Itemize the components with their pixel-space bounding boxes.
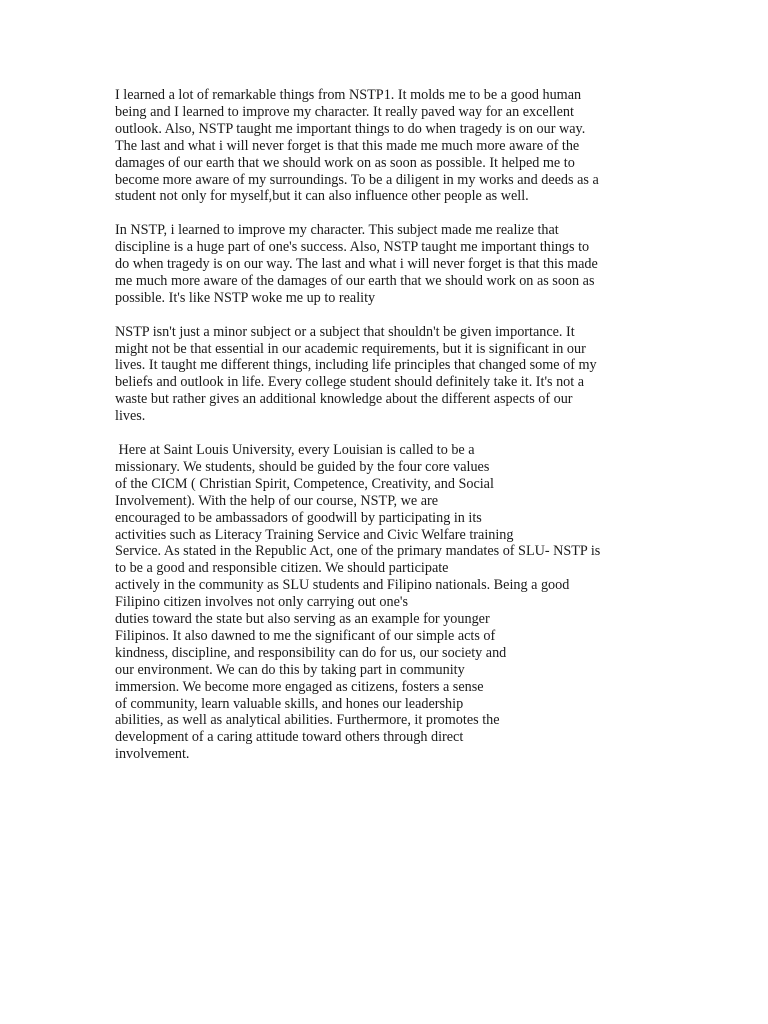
paragraph-1	[115, 87, 655, 205]
text-line: do when tragedy is on our way. The last and what i will never forget is that this made	[115, 256, 598, 273]
text-line: possible. It's like NSTP woke me up to reality	[115, 289, 376, 306]
text-line: outlook. Also, NSTP taught me important things to do when tragedy is on our way.	[115, 120, 586, 137]
text-line: waste but rather gives an additional knowledge about the different aspects of our	[115, 391, 573, 408]
text-line: actively in the community as SLU students and Filipino nationals. Being a good	[115, 577, 570, 594]
text-line: In NSTP, i learned to improve my character. This subject made me realize that	[115, 222, 559, 239]
text-line: kindness, discipline, and responsibility can do for us, our society and	[115, 644, 507, 661]
text-line: me much more aware of the damages of our earth that we should work on as soon as	[115, 272, 595, 289]
document-page	[115, 87, 655, 763]
paragraph-2	[115, 222, 655, 307]
text-line: I learned a lot of remarkable things from NSTP1. It molds me to be a good human	[115, 87, 582, 103]
text-line: encouraged to be ambassadors of goodwill by participating in its	[115, 509, 482, 526]
text-line: to be a good and responsible citizen. We should participate	[115, 560, 449, 577]
paragraph-4	[115, 442, 655, 763]
text-line: Involvement). With the help of our course, NSTP, we are	[115, 492, 439, 509]
text-line: NSTP isn't just a minor subject or a subject that shouldn't be given importance. It	[115, 323, 575, 340]
text-line: lives. It taught me different things, including life principles that changed some of my	[115, 357, 597, 374]
text-line: being and I learned to improve my character. It really paved way for an excellent	[115, 103, 574, 120]
text-line: lives.	[115, 408, 146, 425]
text-line: student not only for myself,but it can also influence other people as well.	[115, 188, 529, 205]
text-line: Filipinos. It also dawned to me the significant of our simple acts of	[115, 627, 496, 644]
text-line: duties toward the state but also serving as an example for younger	[115, 611, 490, 628]
text-line: Filipino citizen involves not only carrying out one's	[115, 594, 408, 611]
paragraph-3	[115, 324, 655, 425]
text-line: abilities, as well as analytical abilities. Furthermore, it promotes the	[115, 712, 500, 729]
text-line: Here at Saint Louis University, every Louisian is called to be a	[115, 441, 475, 458]
text-line: of the CICM ( Christian Spirit, Competence, Creativity, and Social	[115, 475, 494, 492]
text-line: development of a caring attitude toward others through direct	[115, 729, 464, 746]
text-line: involvement.	[115, 746, 190, 763]
text-line: of community, learn valuable skills, and hones our leadership	[115, 695, 464, 712]
text-line: missionary. We students, should be guided by the four core values	[115, 458, 490, 475]
text-line: damages of our earth that we should work on as soon as possible. It helped me to	[115, 154, 575, 171]
text-line: discipline is a huge part of one's success. Also, NSTP taught me important things to	[115, 239, 590, 256]
text-line: our environment. We can do this by taking part in community	[115, 661, 465, 678]
text-line: might not be that essential in our academic requirements, but it is significant in our	[115, 340, 586, 357]
text-line: The last and what i will never forget is that this made me much more aware of the	[115, 137, 580, 154]
text-line: beliefs and outlook in life. Every college student should definitely take it. It's not a	[115, 374, 585, 391]
text-line: become more aware of my surroundings. To be a diligent in my works and deeds as a	[115, 171, 599, 188]
text-line: immersion. We become more engaged as citizens, fosters a sense	[115, 678, 484, 695]
text-line: activities such as Literacy Training Service and Civic Welfare training	[115, 526, 514, 543]
text-line: Service. As stated in the Republic Act, one of the primary mandates of SLU- NSTP is	[115, 543, 601, 560]
